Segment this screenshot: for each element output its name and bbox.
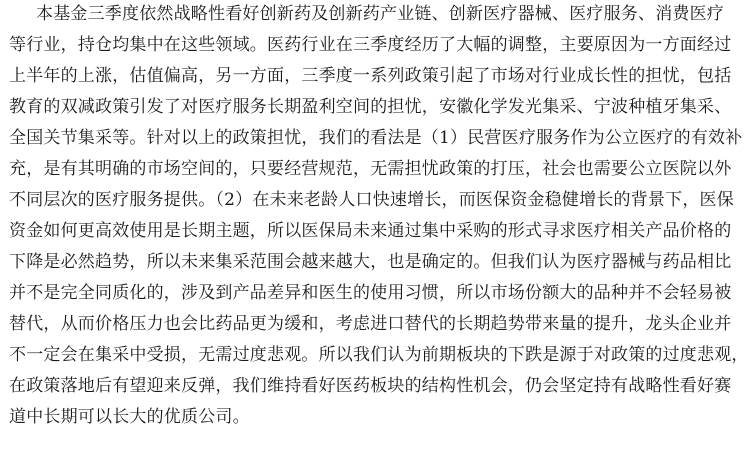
paragraph-line-4: 教育的双减政策引发了对医疗服务长期盈利空间的担忧，安徽化学发光集采、宁波种植牙集采、 [9, 97, 732, 117]
paragraph-line-6: 充，是有其明确的市场空间的，只要经营规范，无需担忧政策的打压，社会也需要公立医院以外 [9, 159, 732, 179]
paragraph-line-3: 上半年的上涨，估值偏高，另一方面，三季度一系列政策引起了市场对行业成长性的担忧，包括 [9, 66, 732, 86]
paragraph-line-1: 本基金三季度依然战略性看好创新药及创新药产业链、创新医疗器械、医疗服务、消费医疗 [36, 4, 724, 24]
paragraph-line-11: 替代，从而价格压力也会比药品更为缓和，考虑进口替代的长期趋势带来量的提升，龙头企业并 [9, 314, 732, 334]
paragraph-line-9: 下降是必然趋势，所以未来集采范围会越来越大，也是确定的。但我们认为医疗器械与药品相比 [9, 252, 732, 272]
paragraph-line-5: 全国关节集采等。针对以上的政策担忧，我们的看法是（1）民营医疗服务作为公立医疗的有效补 [9, 128, 743, 148]
paragraph-line-13: 在政策落地后有望迎来反弹，我们维持看好医药板块的结构性机会，仍会坚定持有战略性看好赛 [9, 376, 732, 396]
paragraph-line-14: 道中长期可以长大的优质公司。 [9, 407, 250, 427]
paragraph-line-12: 不一定会在集采中受损，无需过度悲观。所以我们认为前期板块的下跌是源于对政策的过度悲观， [9, 345, 749, 365]
paragraph-line-10: 并不是完全同质化的，涉及到产品差异和医生的使用习惯，所以市场份额大的品种并不会轻易被 [9, 283, 732, 303]
paragraph-line-7: 不同层次的医疗服务提供。（2）在未来老龄人口快速增长，而医保资金稳健增长的背景下，医保 [9, 190, 734, 210]
paragraph-line-2: 等行业，持仓均集中在这些领域。医药行业在三季度经历了大幅的调整，主要原因为一方面经过 [9, 35, 732, 55]
paragraph-line-8: 资金如何更高效使用是长期主题，所以医保局未来通过集中采购的形式寻求医疗相关产品价格的 [9, 221, 732, 241]
